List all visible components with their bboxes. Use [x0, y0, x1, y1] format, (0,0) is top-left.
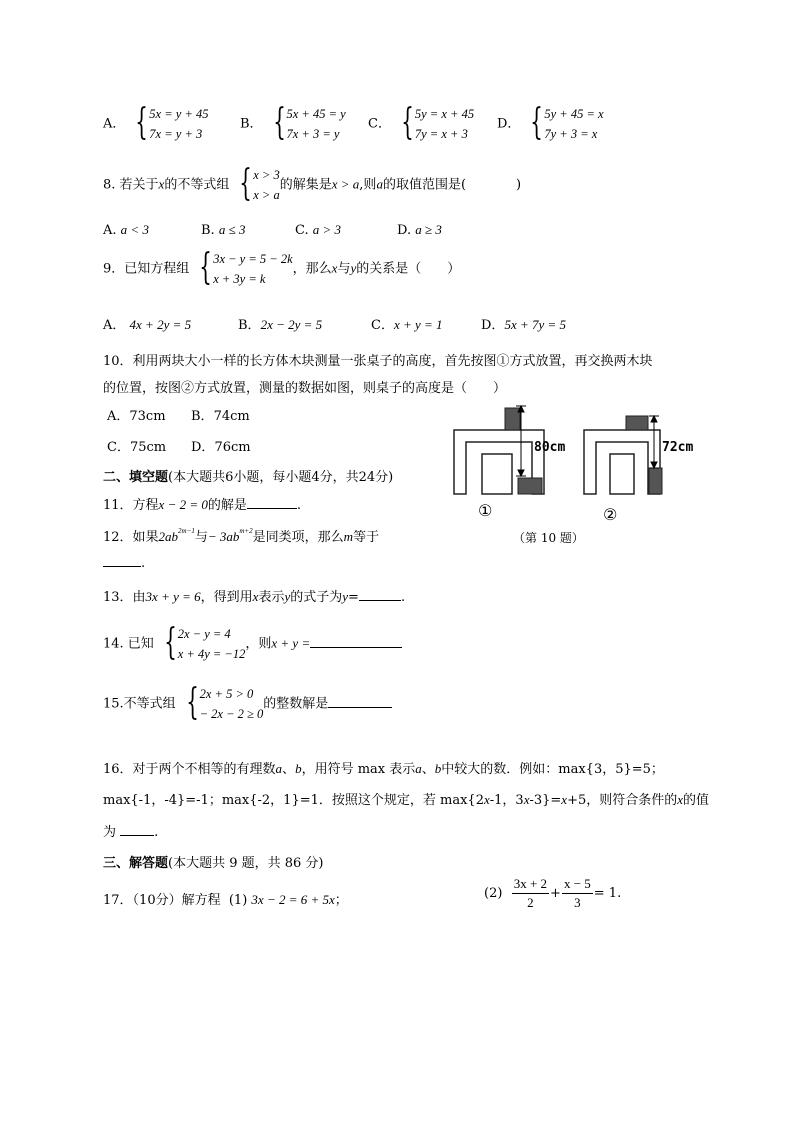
option-label: A． — [103, 116, 126, 132]
text: 15.不等式组 — [103, 696, 176, 712]
system-line: 5x = y + 45 — [149, 107, 209, 121]
option-expr: 4x + 2y = 5 — [129, 317, 192, 332]
denominator: 2 — [527, 895, 534, 910]
option-label: A． — [103, 318, 126, 333]
text: 的取值范围是( — [382, 177, 467, 193]
text: 与 — [194, 530, 208, 545]
text: . — [154, 825, 159, 840]
text: 9．已知方程组 — [103, 261, 190, 277]
inequality-system: { 2x + 5 > 0 − 2x − 2 ≥ 0 — [185, 682, 264, 723]
text: 的式子为 — [290, 590, 343, 605]
text: 8. 若关于 — [103, 177, 159, 193]
q10-text-line-2: 的位置，按图②方式放置，测量的数据如图，则桌子的高度是（ ） — [103, 381, 507, 396]
text: ,则 — [359, 177, 377, 193]
option-label: C. — [295, 223, 309, 238]
question-17-part-2 — [484, 875, 621, 912]
option-expr: x + y = 1 — [393, 317, 443, 332]
text: . — [296, 498, 302, 513]
system-line: x > a — [253, 188, 280, 202]
equation-system: { 5x + 45 = y 7x + 3 = y — [272, 102, 346, 143]
q10-option-b — [191, 409, 250, 424]
question-9 — [103, 249, 460, 289]
var: m — [343, 529, 354, 544]
text: max{-1，-4}=-1；max{-2，1}=1．按照这个规定，若 max{2 — [103, 793, 484, 808]
q9-option-b — [238, 314, 371, 333]
option-value: 76cm — [214, 440, 251, 455]
var: y — [342, 589, 349, 604]
system-line: 5y = x + 45 — [414, 107, 475, 121]
text: 的解是 — [207, 498, 247, 513]
option-expr: a ≥ 3 — [415, 222, 442, 237]
var: b — [295, 761, 302, 776]
figure-1-measure-label: 80cm — [534, 440, 566, 455]
var: a — [275, 761, 283, 776]
part-label: (1) — [228, 893, 248, 908]
inequality-system: { x > 3 x > a — [239, 163, 280, 204]
numerator: x − 5 — [562, 875, 593, 894]
option-value: 75cm — [129, 440, 167, 455]
option-value: 73cm — [129, 409, 166, 424]
option-label: C． — [107, 440, 130, 455]
section-2-heading — [103, 466, 393, 485]
var: x — [158, 176, 165, 192]
equation-system: { 5y + 45 = x 7y + 3 = x — [530, 102, 604, 143]
text: 、 — [421, 762, 435, 777]
text: 、 — [282, 762, 296, 777]
var: b — [434, 761, 442, 776]
question-8 — [103, 165, 521, 205]
option-label: B． — [191, 409, 214, 424]
option-label: A. — [103, 223, 117, 238]
q10-option-d — [191, 440, 251, 455]
text: = 1 — [593, 886, 618, 901]
q10-option-c — [107, 436, 191, 455]
question-11 — [103, 494, 301, 513]
figure-caption: （第 10 题） — [513, 531, 584, 545]
fraction-1 — [512, 875, 549, 912]
equation-system: { 5x = y + 45 7x = y + 3 — [135, 102, 209, 143]
system-line: 7x = y + 3 — [149, 127, 203, 141]
option-label: B. — [201, 223, 215, 238]
var: x — [561, 792, 568, 807]
var: y — [350, 260, 357, 276]
q16-line-2 — [103, 789, 709, 808]
term: − 3ab — [207, 529, 240, 544]
text: 的关系是（ ） — [356, 261, 461, 277]
answer-blank[interactable] — [103, 566, 141, 567]
q12-answer-line — [103, 556, 145, 571]
q9-option-a — [103, 314, 238, 333]
q9-options — [103, 314, 566, 333]
option-expr: a > 3 — [312, 222, 342, 237]
text: 13．由 — [103, 590, 146, 605]
option-expr: 2x − 2y = 5 — [260, 317, 323, 332]
option-expr: 5x + 7y = 5 — [504, 317, 567, 332]
text: . — [617, 886, 622, 901]
expr: x > a — [331, 176, 360, 192]
system-line: x + 4y = −12 — [177, 647, 246, 661]
system-line: 7x + 3 = y — [286, 127, 340, 141]
option-label: D． — [191, 440, 215, 455]
q10-options-row-1 — [107, 405, 250, 424]
text: 表示 — [258, 590, 285, 605]
q16-line-1 — [103, 758, 664, 777]
text: 12．如果 — [103, 530, 159, 545]
var: x — [677, 792, 684, 807]
text: 的解集是 — [279, 177, 332, 193]
text: 16．对于两个不相等的有理数 — [103, 762, 276, 777]
figure-1-block-bottom — [518, 478, 542, 494]
q7-option-a — [103, 104, 209, 144]
q8-option-d — [397, 223, 442, 238]
denominator: 3 — [574, 895, 581, 910]
q10-figure — [448, 398, 728, 548]
expr: 3x − 2 = 6 + 5x — [251, 892, 335, 907]
system-line: − 2x − 2 ≥ 0 — [199, 707, 264, 721]
text: ，则 — [245, 636, 272, 652]
text: +5，则符合条件的 — [567, 793, 678, 808]
question-13 — [103, 586, 405, 605]
var: x — [483, 792, 490, 807]
question-14 — [103, 624, 402, 664]
text: 的值 — [683, 793, 710, 808]
q7-option-c — [368, 104, 474, 144]
q16-line-3 — [103, 821, 158, 840]
system-line: 2x + 5 > 0 — [199, 687, 254, 701]
q10-option-a — [107, 405, 191, 424]
fraction-2 — [562, 875, 593, 912]
figure-2-measure-line — [649, 416, 659, 468]
option-label: B． — [238, 318, 261, 333]
var: x — [523, 792, 530, 807]
system-line: 7y + 3 = x — [544, 127, 598, 141]
answer-blank[interactable] — [359, 600, 401, 601]
system-line: 7y = x + 3 — [414, 127, 468, 141]
q8-option-a — [103, 222, 201, 238]
var: a — [415, 761, 422, 776]
q8-options — [103, 222, 442, 238]
system-line: x + 3y = k — [213, 272, 266, 286]
system-line: x > 3 — [253, 168, 280, 182]
figure-2-number: ② — [603, 505, 618, 524]
option-label: C． — [368, 116, 391, 132]
section-3-heading — [103, 852, 324, 871]
question-15 — [103, 684, 392, 724]
answer-blank[interactable] — [310, 647, 402, 648]
expr: x + y = — [271, 635, 311, 651]
figure-2-block-top — [626, 416, 648, 430]
system-line: 5x + 45 = y — [286, 107, 346, 121]
text: 是同类项，那么 — [252, 530, 344, 545]
text: ，那么 — [292, 261, 332, 277]
expr: x − 2 = 0 — [158, 497, 208, 512]
section-note: (本大题共6小题，每小题4分，共24分) — [168, 470, 394, 485]
exponent: 2m−1 — [178, 527, 195, 535]
text: -1，3 — [489, 793, 524, 808]
section-title: 二、填空题 — [103, 470, 169, 485]
q9-option-d — [481, 318, 566, 333]
option-label: B． — [240, 116, 263, 132]
section-note: (本大题共 9 题，共 86 分) — [168, 856, 324, 871]
answer-blank[interactable] — [247, 508, 297, 509]
q8-option-c — [295, 222, 397, 238]
section-title: 三、解答题 — [103, 856, 169, 871]
text: 11．方程 — [103, 498, 159, 513]
q7-option-d — [497, 104, 604, 144]
exponent: m+2 — [239, 527, 253, 535]
text: 为 — [103, 825, 117, 840]
text: 中较大的数．例如：max{3，5}=5； — [441, 762, 664, 777]
text: 等于 — [353, 530, 380, 545]
part-label: (2) — [484, 886, 503, 901]
q8-option-b — [201, 222, 295, 238]
equation-system: { 3x − y = 5 − 2k x + 3y = k — [199, 247, 293, 288]
option-label: C． — [371, 318, 394, 333]
system-line: 5y + 45 = x — [544, 107, 604, 121]
text: ，得到用 — [200, 590, 253, 605]
option-expr: a < 3 — [120, 222, 149, 237]
answer-blank[interactable] — [120, 835, 154, 836]
option-value: 74cm — [213, 409, 250, 424]
equation-system: { 5y = x + 45 7y = x + 3 — [401, 102, 475, 143]
option-label: D． — [481, 318, 505, 333]
equation-system: { 2x − y = 4 x + 4y = −12 — [164, 622, 246, 663]
text: 的不等式组 — [164, 177, 230, 193]
q10-options-row-2 — [107, 436, 251, 455]
text: 17．（10分）解方程 — [103, 893, 221, 908]
text: -3}= — [529, 793, 562, 808]
text: 与 — [337, 261, 351, 277]
var: y — [284, 589, 291, 604]
text: 的整数解是 — [263, 696, 329, 712]
text: = — [348, 590, 359, 605]
var: a — [376, 176, 383, 192]
system-line: 3x − y = 5 − 2k — [213, 252, 293, 266]
text: 14. 已知 — [103, 636, 154, 652]
option-label: D． — [497, 116, 521, 132]
text: . — [400, 590, 406, 605]
figure-2-block-bottom — [649, 468, 662, 494]
q9-option-c — [371, 314, 481, 333]
q10-text-line-1: 10．利用两块大小一样的长方体木块测量一张桌子的高度，首先按图①方式放置，再交换两木块 — [103, 354, 653, 369]
q7-option-b — [240, 104, 346, 144]
text: + — [550, 886, 561, 901]
expr: 3x + y = 6 — [145, 589, 201, 604]
text: . — [141, 556, 146, 571]
text: ，用符号 max 表示 — [301, 762, 416, 777]
figure-1-block-top — [505, 408, 520, 430]
question-12 — [103, 526, 379, 545]
var: x — [331, 260, 338, 276]
answer-blank[interactable] — [328, 707, 392, 708]
option-label: A． — [107, 409, 130, 424]
figure-1-number: ① — [478, 501, 493, 520]
term: 2ab — [158, 529, 179, 544]
text: ； — [334, 893, 348, 908]
option-label: D. — [397, 223, 412, 238]
system-line: 2x − y = 4 — [177, 627, 231, 641]
numerator: 3x + 2 — [512, 875, 549, 894]
var: x — [252, 589, 259, 604]
figure-2-measure-label: 72cm — [662, 440, 694, 455]
question-17-part-1 — [103, 889, 348, 908]
text: ) — [516, 177, 522, 193]
option-expr: a ≤ 3 — [218, 222, 246, 237]
